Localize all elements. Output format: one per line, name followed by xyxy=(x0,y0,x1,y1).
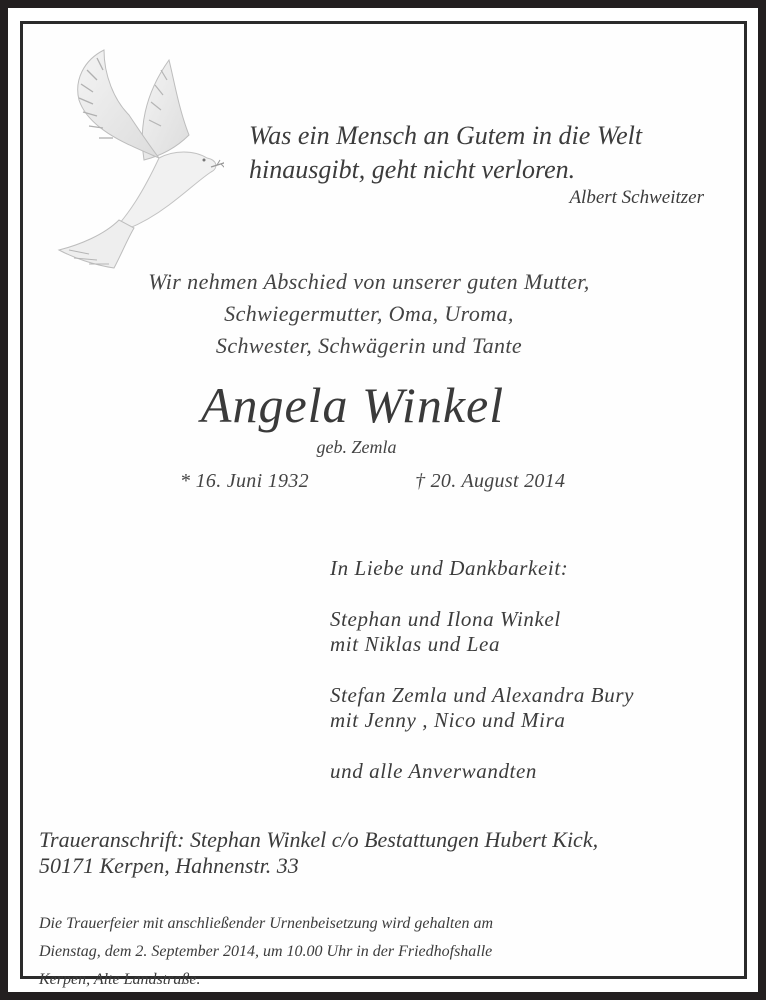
mourner-line: mit Jenny , Nico und Mira xyxy=(330,708,566,732)
mourners-heading: In Liebe und Dankbarkeit: xyxy=(330,556,569,580)
death-date: † 20. August 2014 xyxy=(415,470,566,492)
dove-icon xyxy=(49,40,224,270)
birth-date: * 16. Juni 1932 xyxy=(180,470,309,492)
maiden-name: geb. Zemla xyxy=(316,437,397,457)
intro-line: Wir nehmen Abschied von unserer guten Mutter, xyxy=(148,269,590,294)
quote-line: Was ein Mensch an Gutem in die Welt xyxy=(249,121,643,150)
ceremony-line: Kerpen, Alte Landstraße. xyxy=(39,971,201,988)
mourner-line: Stefan Zemla und Alexandra Bury xyxy=(330,683,635,707)
mourner-line: mit Niklas und Lea xyxy=(330,632,501,656)
mourner-closing: und alle Anverwandten xyxy=(330,759,538,783)
deceased-name: Angela Winkel xyxy=(200,377,505,433)
address-line: 50171 Kerpen, Hahnenstr. 33 xyxy=(39,853,299,878)
notice-frame xyxy=(8,8,758,992)
quote-author: Albert Schweitzer xyxy=(569,187,704,208)
farewell-intro xyxy=(23,266,750,362)
condolence-address xyxy=(39,827,598,879)
quote-line: hinausgibt, geht nicht verloren. xyxy=(249,155,576,184)
ceremony-line: Die Trauerfeier mit anschließender Urnenbeisetzung wird gehalten am xyxy=(39,915,494,932)
intro-line: Schwiegermutter, Oma, Uroma, xyxy=(224,301,514,326)
mourners-list xyxy=(330,556,634,784)
ceremony-line: Dienstag, dem 2. September 2014, um 10.00 Uhr in der Friedhofshalle xyxy=(39,943,493,960)
mourner-line: Stephan und Ilona Winkel xyxy=(330,607,561,631)
intro-line: Schwester, Schwägerin und Tante xyxy=(215,333,523,358)
quote-text xyxy=(249,119,719,187)
ceremony-info xyxy=(39,910,493,994)
address-line: Traueranschrift: Stephan Winkel c/o Bestattungen Hubert Kick, xyxy=(39,827,599,852)
notice-border xyxy=(20,21,747,988)
